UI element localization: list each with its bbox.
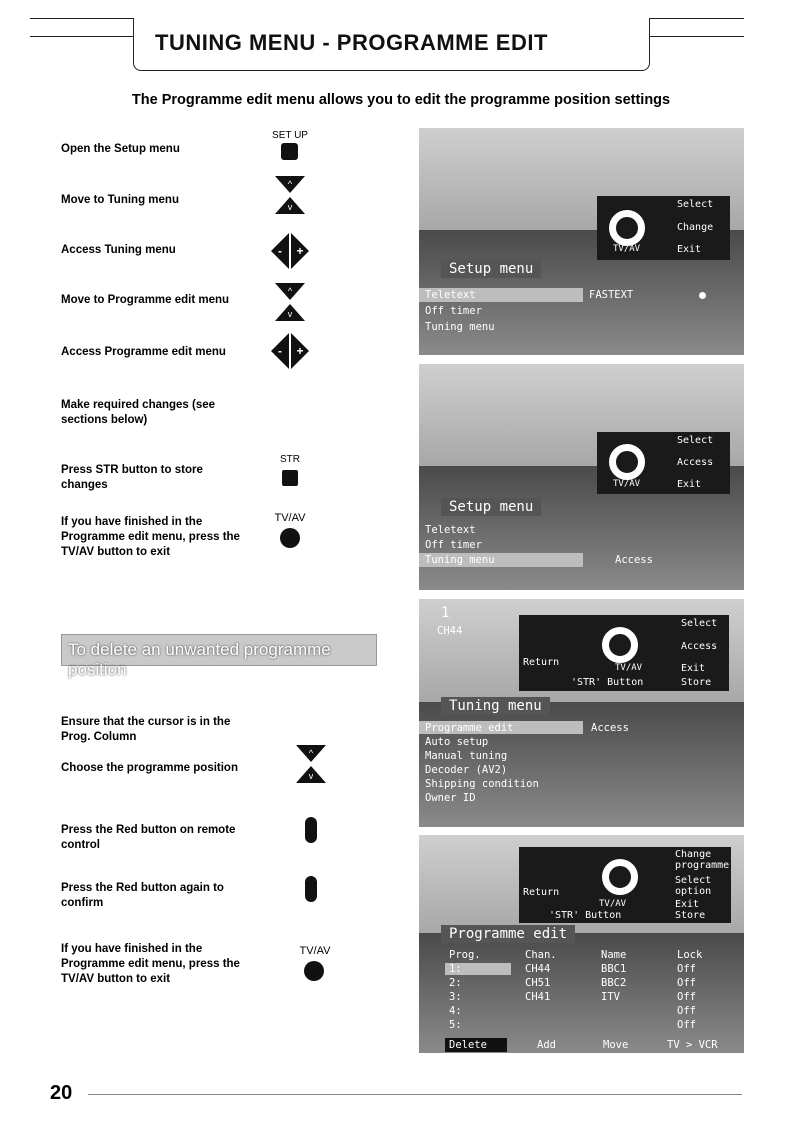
osd-item-teletext: Teletext: [425, 289, 476, 301]
help-change: Change: [677, 222, 714, 233]
help-return: Return: [523, 887, 560, 898]
cell: 3:: [449, 991, 462, 1003]
up-down-arrows-icon-2: [273, 279, 307, 325]
step-exit: If you have finished in the Programme edit menu, press the TV/AV button to exit: [61, 516, 240, 558]
cell: CH51: [525, 977, 551, 989]
osd-item-off-timer: Off timer: [425, 305, 482, 317]
tvav-button-icon: [280, 528, 300, 548]
osd-item-owner-id: Owner ID: [425, 792, 476, 804]
cell: Off: [677, 963, 696, 975]
page-title: TUNING MENU - PROGRAMME EDIT: [155, 30, 548, 55]
help-tvav: TV/AV: [615, 663, 643, 673]
cell: 4:: [449, 1005, 462, 1017]
cell: 1:: [449, 963, 462, 975]
help-select: Select: [677, 199, 714, 210]
svg-text:-: -: [278, 244, 282, 258]
osd-item-tuning-menu: Tuning menu: [425, 554, 495, 566]
help-exit: Exit: [677, 244, 702, 255]
osd-prog-number: 1: [441, 605, 450, 621]
help-str-button: 'STR' Button: [571, 677, 644, 688]
red-button-icon: [305, 817, 317, 843]
help-store: Store: [681, 677, 712, 688]
page-subtitle: The Programme edit menu allows you to edit the programme position settings: [131, 92, 671, 108]
screen-setup-menu-2: [419, 364, 744, 590]
cell: Off: [677, 977, 696, 989]
osd-value-access: Access: [591, 722, 629, 734]
screen-setup-menu-1: [419, 128, 744, 355]
help-access: Access: [677, 457, 714, 468]
osd-item-off-timer: Off timer: [425, 539, 482, 551]
svg-text:+: +: [296, 244, 304, 258]
osd-value-fastext: FASTEXT: [589, 289, 634, 301]
header-rule-left-2: [30, 36, 133, 37]
cell: BBC2: [601, 977, 627, 989]
red-button-icon-2: [305, 876, 317, 902]
svg-text:v: v: [287, 309, 293, 319]
cell: BBC1: [601, 963, 627, 975]
cell: Off: [677, 1005, 696, 1017]
minus-plus-icon-2: [269, 331, 311, 371]
delete-step-exit: If you have finished in the Programme edit menu, press the TV/AV button to exit: [61, 943, 240, 985]
svg-text:^: ^: [287, 286, 293, 296]
step-press-str: Press STR button to store changes: [61, 464, 203, 491]
osd-menu-title: Programme edit: [441, 925, 575, 943]
tvav-button-icon-2: [304, 961, 324, 981]
up-down-arrows-icon-3: [294, 741, 328, 787]
setup-label: SET UP: [272, 130, 308, 141]
dot-icon: [699, 292, 706, 299]
step-open-setup: Open the Setup menu: [61, 143, 180, 155]
col-name: Name: [601, 949, 627, 961]
tvav-label-2: TV/AV: [299, 945, 331, 957]
screen-tuning-menu: [419, 599, 744, 827]
footer-tv-vcr: TV > VCR: [667, 1039, 718, 1051]
nav-ring-icon: [609, 210, 645, 246]
help-select: Select: [681, 618, 718, 629]
delete-section-title: To delete an unwanted programme position: [68, 640, 331, 679]
help-tvav: TV/AV: [613, 244, 641, 254]
header-rule-left: [30, 18, 133, 19]
nav-ring-icon: [609, 444, 645, 480]
cell: 2:: [449, 977, 462, 989]
footer-rule: [88, 1094, 742, 1095]
step-make-changes: Make required changes (see sections below): [61, 399, 216, 426]
help-str-button: 'STR' Button: [549, 910, 622, 921]
col-prog: Prog.: [449, 949, 481, 961]
cell: Off: [677, 1019, 696, 1031]
help-select: Select: [677, 435, 714, 446]
col-chan: Chan.: [525, 949, 557, 961]
page-number: 20: [50, 1082, 73, 1104]
header-rule-right-2: [648, 36, 744, 37]
help-exit: Exit: [677, 479, 702, 490]
osd-menu-title: Setup menu: [441, 498, 541, 516]
osd-value-access: Access: [615, 554, 653, 566]
help-exit: Exit: [675, 899, 700, 910]
osd-item-manual-tuning: Manual tuning: [425, 750, 508, 762]
help-return: Return: [523, 657, 560, 668]
svg-text:v: v: [287, 202, 293, 212]
screen-programme-edit: [419, 835, 744, 1053]
osd-item-auto-setup: Auto setup: [425, 736, 489, 748]
cell: 5:: [449, 1019, 462, 1031]
osd-menu-title: Tuning menu: [441, 697, 550, 715]
str-button-icon: [282, 470, 298, 486]
delete-section-bar: [61, 634, 377, 679]
footer-delete: Delete: [449, 1039, 487, 1051]
step-access-tuning: Access Tuning menu: [61, 244, 176, 256]
osd-item-teletext: Teletext: [425, 524, 476, 536]
tvav-label: TV/AV: [274, 512, 306, 524]
cell: Off: [677, 991, 696, 1003]
osd-item-tuning-menu: Tuning menu: [425, 321, 495, 333]
cell: ITV: [601, 991, 620, 1003]
osd-item-decoder: Decoder (AV2): [425, 764, 508, 776]
svg-text:-: -: [278, 344, 282, 358]
delete-step-red: Press the Red button on remote control: [61, 824, 236, 851]
step-access-programme-edit: Access Programme edit menu: [61, 346, 226, 358]
footer-add: Add: [537, 1039, 556, 1051]
header-rule-right: [648, 18, 744, 19]
footer-move: Move: [603, 1039, 629, 1051]
osd-item-programme-edit: Programme edit: [425, 722, 514, 734]
svg-text:v: v: [308, 771, 314, 781]
step-move-programme-edit: Move to Programme edit menu: [61, 294, 230, 306]
cell: CH44: [525, 963, 551, 975]
svg-text:+: +: [296, 344, 304, 358]
delete-step-confirm: Press the Red button again to confirm: [61, 882, 224, 909]
help-select-option: Select option: [675, 875, 712, 897]
nav-ring-icon: [602, 859, 638, 895]
delete-step-cursor: Ensure that the cursor is in the Prog. Column: [61, 716, 231, 743]
col-lock: Lock: [677, 949, 703, 961]
step-move-tuning: Move to Tuning menu: [61, 194, 179, 206]
str-label: STR: [280, 454, 300, 465]
up-down-arrows-icon: [273, 172, 307, 218]
help-exit: Exit: [681, 663, 706, 674]
help-tvav: TV/AV: [599, 899, 627, 909]
osd-channel: CH44: [437, 625, 463, 637]
help-tvav: TV/AV: [613, 479, 641, 489]
minus-plus-icon: [269, 231, 311, 271]
help-change-programme: Change programme: [675, 849, 730, 871]
svg-text:^: ^: [308, 748, 314, 758]
help-store: Store: [675, 910, 706, 921]
osd-item-shipping: Shipping condition: [425, 778, 539, 790]
nav-ring-icon: [602, 627, 638, 663]
svg-text:^: ^: [287, 179, 293, 189]
delete-step-choose: Choose the programme position: [61, 762, 238, 774]
setup-button-icon: [281, 143, 298, 160]
osd-menu-title: Setup menu: [441, 260, 541, 278]
cell: CH41: [525, 991, 551, 1003]
help-access: Access: [681, 641, 718, 652]
